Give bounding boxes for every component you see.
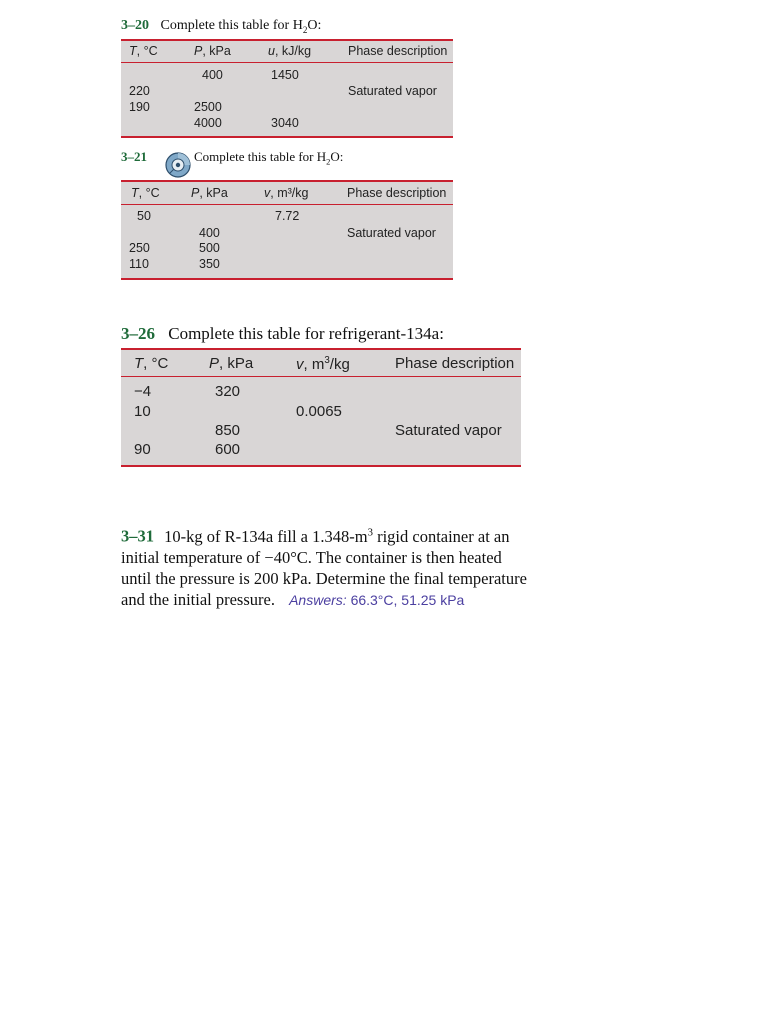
header-phase: Phase description [347,186,447,200]
problem-number: 3–31 [121,526,154,546]
cell-p: 500 [199,241,220,255]
cell-t: −4 [134,383,152,400]
problem-3-31 [121,522,551,611]
problem-title: Complete this table for $H_2O$: [194,149,344,167]
cell-t: 220 [129,84,150,98]
problem-3-20 [121,18,321,35]
cell-phase: Saturated vapor [395,422,502,439]
table-header [121,350,521,377]
cell-t: 10 [134,403,151,420]
header-temperature: T, °C [134,355,169,372]
problem-3-21-title [194,149,343,167]
cell-v: 0.0065 [296,403,342,420]
cell-u: 1450 [271,68,299,82]
cell-phase: Saturated vapor [347,226,436,240]
header-specific-volume: v, m³/kg [264,186,309,200]
cell-t: 190 [129,100,150,114]
cell-phase: Saturated vapor [348,84,437,98]
header-pressure: P, kPa [191,186,228,200]
header-specific-volume: v, $m^3/kg$ [296,355,350,373]
table-header [121,41,453,63]
cell-p: 600 [215,441,241,458]
header-phase: Phase description [348,44,448,58]
problem-title: Complete this table for refrigerant-134a: [168,324,444,343]
header-pressure: P, kPa [209,355,254,372]
problem-3-26 [121,324,444,344]
header-internal-energy: u, kJ/kg [268,44,312,58]
table-header [121,182,453,205]
cell-t: 250 [129,241,150,255]
cell-p: 4000 [194,116,222,130]
problem-line: until the pressure is 200 kPa. Determine the final temperature [121,568,527,588]
cell-p: 320 [215,383,241,400]
cell-p: 400 [199,226,220,240]
problem-line: 3–31 10-kg of R-134a fill a $1.348-m^3$ rigid container at an [121,526,510,546]
cell-t: 110 [129,257,149,271]
cell-t: 90 [134,441,151,458]
table-3-20 [121,39,453,138]
header-temperature: T, °C [129,44,158,58]
cell-t: 50 [137,209,151,223]
answers-label: Answers: [289,591,347,608]
answers-value: 66.3°C, 51.25 kPa [350,591,465,608]
header-temperature: T, °C [131,186,160,200]
cell-p: 850 [215,422,241,439]
header-phase: Phase description [395,355,515,372]
header-pressure: P, kPa [194,44,231,58]
problem-line: initial temperature of −40°C. The container is then heated [121,547,502,567]
cell-u: 3040 [271,116,299,130]
problem-number: 3–26 [121,324,155,343]
problem-number: 3–21 [121,149,147,164]
table-3-21 [121,180,453,280]
answers [289,592,464,608]
problem-3-21-number [121,149,147,165]
table-3-26 [121,348,521,467]
problem-line: and the initial pressure. Answers: 66.3°C, 51.25 kPa [121,589,465,609]
cell-v: 7.72 [275,209,300,223]
cd-disc-icon [164,151,192,179]
cell-p: 400 [202,68,223,82]
problem-title: Complete this table for $H_2O$: [160,18,322,35]
problem-number: 3–20 [121,18,149,33]
cell-p: 2500 [194,100,222,114]
cell-p: 350 [199,257,220,271]
